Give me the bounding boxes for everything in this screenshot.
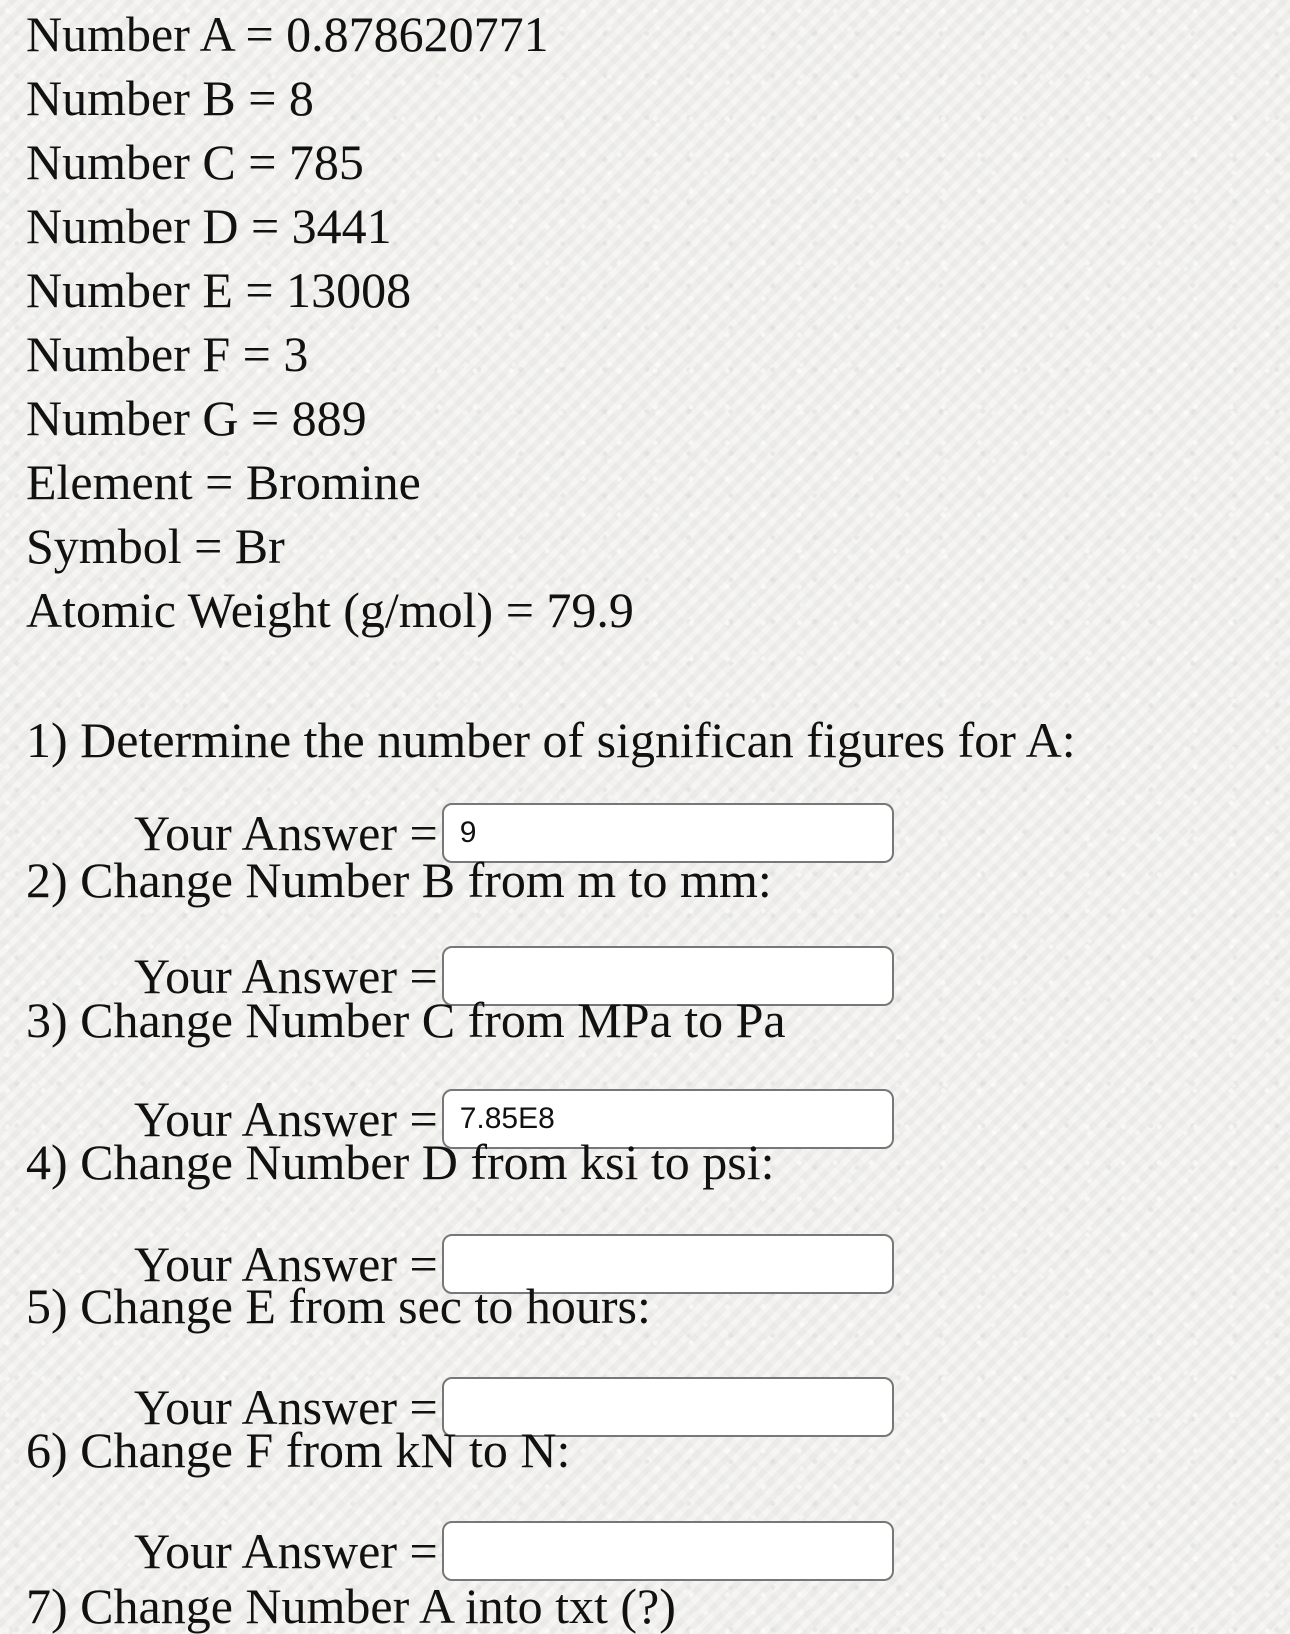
- equals-sign: =: [248, 70, 277, 126]
- given-value: 0.878620771: [286, 6, 549, 62]
- given-value: 8: [288, 70, 314, 126]
- equals-sign: =: [248, 134, 277, 190]
- given-label: Element: [26, 454, 193, 510]
- question-7-prompt: 7) Change Number A into txt (?): [26, 1578, 676, 1634]
- given-symbol: [26, 518, 285, 574]
- equals-sign: =: [505, 582, 534, 638]
- given-number-b: [26, 70, 314, 126]
- equals-sign: =: [245, 262, 274, 318]
- question-6-answer-input[interactable]: [442, 1521, 894, 1581]
- answer-label: Your Answer =: [134, 805, 438, 861]
- given-label: Number E: [26, 262, 233, 318]
- equals-sign: =: [250, 198, 280, 254]
- given-value: 79.9: [546, 582, 634, 638]
- given-number-f: [26, 326, 308, 382]
- question-6-answer-row: [134, 1520, 894, 1582]
- answer-label: Your Answer =: [134, 1091, 438, 1147]
- equals-sign: =: [242, 326, 271, 382]
- given-value: 3441: [291, 198, 392, 254]
- given-value: 785: [288, 134, 364, 190]
- answer-label: Your Answer =: [134, 1379, 438, 1435]
- equals-sign: =: [194, 518, 223, 574]
- equals-sign: =: [250, 390, 280, 446]
- given-label: Number B: [26, 70, 236, 126]
- question-3-prompt: 3) Change Number C from MPa to Pa: [26, 992, 786, 1048]
- question-6-prompt: 6) Change F from kN to N:: [26, 1422, 571, 1478]
- given-label: Number F: [26, 326, 231, 382]
- equals-sign: =: [205, 454, 234, 510]
- question-5-prompt: 5) Change E from sec to hours:: [26, 1278, 651, 1334]
- given-number-c: [26, 134, 364, 190]
- given-element: [26, 454, 421, 510]
- given-value: 13008: [286, 262, 412, 318]
- given-number-e: [26, 262, 411, 318]
- given-number-g: [26, 390, 367, 446]
- given-atomic-weight: [26, 582, 634, 638]
- given-value: Bromine: [245, 454, 421, 510]
- given-number-a: [26, 6, 549, 62]
- given-label: Number C: [26, 134, 236, 190]
- answer-label: Your Answer =: [134, 1523, 438, 1579]
- given-label: Number A: [26, 6, 233, 62]
- given-label: Symbol: [26, 518, 182, 574]
- question-1-prompt: 1) Determine the number of significan figures for A:: [26, 712, 1076, 768]
- given-number-d: [26, 198, 392, 254]
- answer-label: Your Answer =: [134, 1236, 438, 1292]
- given-label: Number G: [26, 390, 239, 446]
- given-value: Br: [234, 518, 285, 574]
- given-value: 3: [283, 326, 309, 382]
- answer-label: Your Answer =: [134, 948, 438, 1004]
- equals-sign: =: [245, 6, 274, 62]
- question-2-prompt: 2) Change Number B from m to mm:: [26, 852, 772, 908]
- given-value: 889: [291, 390, 367, 446]
- question-4-prompt: 4) Change Number D from ksi to psi:: [26, 1134, 775, 1190]
- given-label: Number D: [26, 198, 239, 254]
- given-label: Atomic Weight (g/mol): [26, 582, 494, 638]
